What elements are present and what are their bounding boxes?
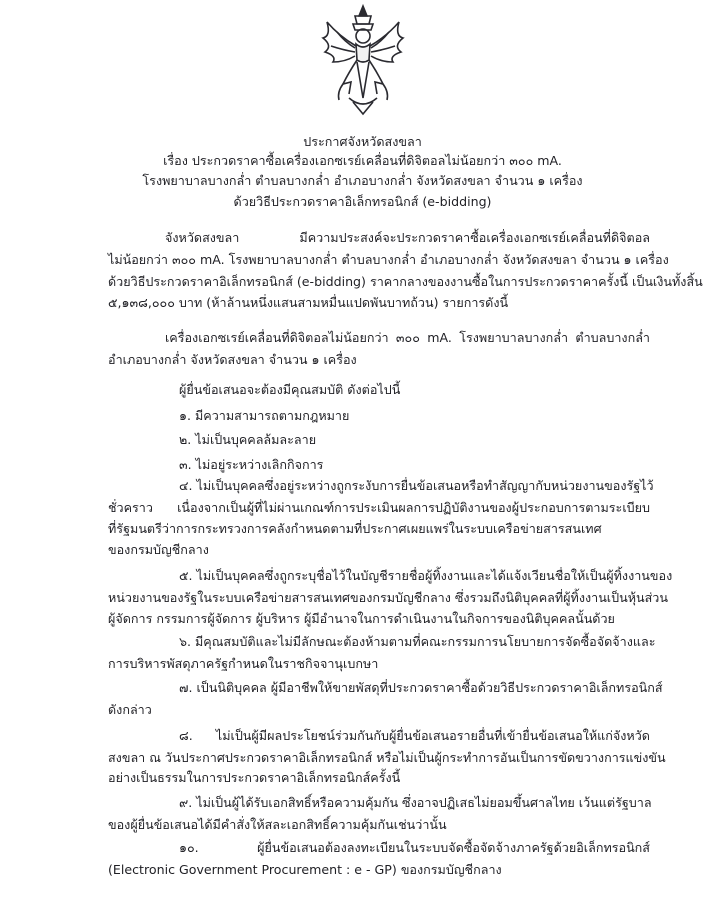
qualification-4-line-4: ของกรมบัญชีกลาง — [108, 542, 209, 557]
item-line-1: เครื่องเอกซเรย์เคลื่อนที่ดิจิตอลไม่น้อยกว่า ๓๐๐ mA. โรงพยาบาลบางกล่ำ ตำบลบางกล่ำ — [165, 330, 650, 345]
qualification-2: ๒. ไม่เป็นบุคคลล้มละลาย — [179, 432, 317, 447]
qualification-5-line-3: ผู้จัดการ กรรมการผู้จัดการ ผู้บริหาร ผู้มีอำนาจในการดำเนินงานในกิจการของนิติบุคคลนั้นด้วย — [108, 611, 615, 626]
subject-line-1: เรื่อง ประกวดราคาซื้อเครื่องเอกซเรย์เคลื่อนที่ดิจิตอลไม่น้อยกว่า ๓๐๐ mA. — [163, 153, 562, 168]
qualification-8-line-2: สงขลา ณ วันประกาศประกวดราคาอิเล็กทรอนิกส์ หรือไม่เป็นผู้กระทำการอันเป็นการขัดขวางการแข่งขัน — [108, 750, 666, 765]
item-line-2: อำเภอบางกล่ำ จังหวัดสงขลา จำนวน ๑ เครื่อง — [108, 352, 357, 367]
qualification-5-line-1: ๕. ไม่เป็นบุคคลซึ่งถูกระบุชื่อไว้ในบัญชีรายชื่อผู้ทิ้งงานและได้แจ้งเวียนชื่อให้เป็นผู้ทิ้งงานของ — [179, 568, 673, 583]
subject-line-3: ด้วยวิธีประกวดราคาอิเล็กทรอนิกส์ (e-bidding) — [233, 194, 492, 209]
qualification-5-line-2: หน่วยงานของรัฐในระบบเครือข่ายสารสนเทศของกรมบัญชีกลาง ซึ่งรวมถึงนิติบุคคลที่ผู้ทิ้งงานเป็นหุ้นส่วน — [108, 590, 668, 605]
qualification-4-line-2: ชั่วคราว เนื่องจากเป็นผู้ที่ไม่ผ่านเกณฑ์การประเมินผลการปฏิบัติงานของผู้ประกอบการตามระเบียบ — [108, 500, 650, 515]
intro-line-4: ๕,๑๓๘,๐๐๐ บาท (ห้าล้านหนึ่งแสนสามหมื่นแปดพันบาทถ้วน) รายการดังนี้ — [108, 295, 509, 310]
qualification-9-line-1: ๙. ไม่เป็นผู้ได้รับเอกสิทธิ์หรือความคุ้มกัน ซึ่งอาจปฏิเสธไม่ยอมขึ้นศาลไทย เว้นแต่รัฐบาล — [179, 795, 652, 810]
qualification-1: ๑. มีความสามารถตามกฎหมาย — [179, 408, 350, 423]
qualification-7-line-1: ๗. เป็นนิติบุคคล ผู้มีอาชีพให้ขายพัสดุที่ประกวดราคาซื้อด้วยวิธีประกวดราคาอิเล็กทรอนิกส์ — [179, 680, 663, 695]
qualification-6-line-2: การบริหารพัสดุภาครัฐกำหนดในราชกิจจานุเบกษา — [108, 656, 379, 671]
garuda-emblem-icon — [309, 2, 417, 116]
intro-line-3: ด้วยวิธีประกวดราคาอิเล็กทรอนิกส์ (e-bidding) ราคากลางของงานซื้อในการประกวดราคาครั้งนี้ เป็นเงินทั้งสิ้น — [108, 274, 703, 289]
qualification-6-line-1: ๖. มีคุณสมบัติและไม่มีลักษณะต้องห้ามตามที่คณะกรรมการนโยบายการจัดซื้อจัดจ้างและ — [179, 634, 656, 649]
announcement-title: ประกาศจังหวัดสงขลา — [303, 134, 422, 149]
qualification-9-line-2: ของผู้ยื่นข้อเสนอได้มีคำสั่งให้สละเอกสิทธิ์ความคุ้มกันเช่นว่านั้น — [108, 817, 447, 832]
qualification-4-line-3: ที่รัฐมนตรีว่าการกระทรวงการคลังกำหนดตามที่ประกาศเผยแพร่ในระบบเครือข่ายสารสนเทศ — [108, 521, 602, 536]
qualification-4-line-1: ๔. ไม่เป็นบุคคลซึ่งอยู่ระหว่างถูกระงับการยื่นข้อเสนอหรือทำสัญญากับหน่วยงานของรัฐไว้ — [179, 478, 654, 493]
qualification-3: ๓. ไม่อยู่ระหว่างเลิกกิจการ — [179, 457, 324, 472]
qualification-10-line-1: ๑๐. ผู้ยื่นข้อเสนอต้องลงทะเบียนในระบบจัดซื้อจัดจ้างภาครัฐด้วยอิเล็กทรอนิกส์ — [179, 840, 650, 855]
qualification-heading: ผู้ยื่นข้อเสนอจะต้องมีคุณสมบัติ ดังต่อไปนี้ — [179, 382, 401, 397]
qualification-8-line-1: ๘. ไม่เป็นผู้มีผลประโยชน์ร่วมกันกับผู้ยื่นข้อเสนอรายอื่นที่เข้ายื่นข้อเสนอให้แก่จังหวัด — [179, 728, 650, 743]
qualification-10-line-2: (Electronic Government Procurement : e - GP) ของกรมบัญชีกลาง — [108, 862, 502, 877]
qualification-8-line-3: อย่างเป็นธรรมในการประกวดราคาอิเล็กทรอนิกส์ครั้งนี้ — [108, 770, 401, 785]
intro-line-2: ไม่น้อยกว่า ๓๐๐ mA. โรงพยาบาลบางกล่ำ ตำบลบางกล่ำ อำเภอบางกล่ำ จังหวัดสงขลา จำนวน ๑ เครื่อง — [108, 252, 669, 267]
qualification-7-line-2: ดังกล่าว — [108, 702, 152, 717]
intro-line-1: จังหวัดสงขลา มีความประสงค์จะประกวดราคาซื้อเครื่องเอกซเรย์เคลื่อนที่ดิจิตอล — [165, 230, 650, 245]
subject-line-2: โรงพยาบาลบางกล่ำ ตำบลบางกล่ำ อำเภอบางกล่ำ จังหวัดสงขลา จำนวน ๑ เครื่อง — [142, 173, 583, 188]
